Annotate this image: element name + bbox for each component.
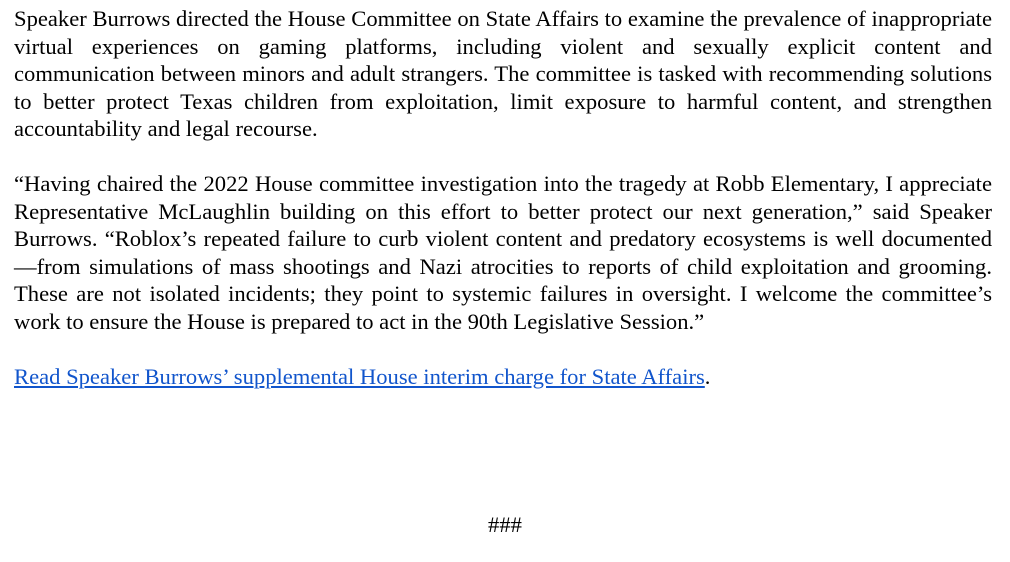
interim-charge-link[interactable]: Read Speaker Burrows’ supplemental House interim charge for State Affairs xyxy=(14,363,705,389)
interim-charge-link-line xyxy=(14,363,992,391)
paragraph-speaker-quote: “Having chaired the 2022 House committee investigation into the tragedy at Robb Elementary, I appreciate Representative McLaughlin building on this effort to better protect our next generation,” said Speaker Burrows. “Roblox’s repeated failure to curb violent content and predatory ecosystems is well documented—from simulations of mass shootings and Nazi atrocities to reports of child exploitation and grooming. These are not isolated incidents; they point to systemic failures in oversight. I welcome the committee’s work to ensure the House is prepared to act in the 90th Legislative Session.” xyxy=(14,171,992,334)
paragraph-committee-directive: Speaker Burrows directed the House Committee on State Affairs to examine the prevalence of inappropriate virtual experiences on gaming platforms, including violent and sexually explicit content and communication between minors and adult strangers. The committee is tasked with recommending solutions to better protect Texas children from exploitation, limit exposure to harmful content, and strengthen accountability and legal recourse. xyxy=(14,6,992,141)
link-suffix: . xyxy=(704,363,711,389)
end-of-release-mark: ### xyxy=(488,512,522,537)
press-release-body xyxy=(14,5,992,390)
